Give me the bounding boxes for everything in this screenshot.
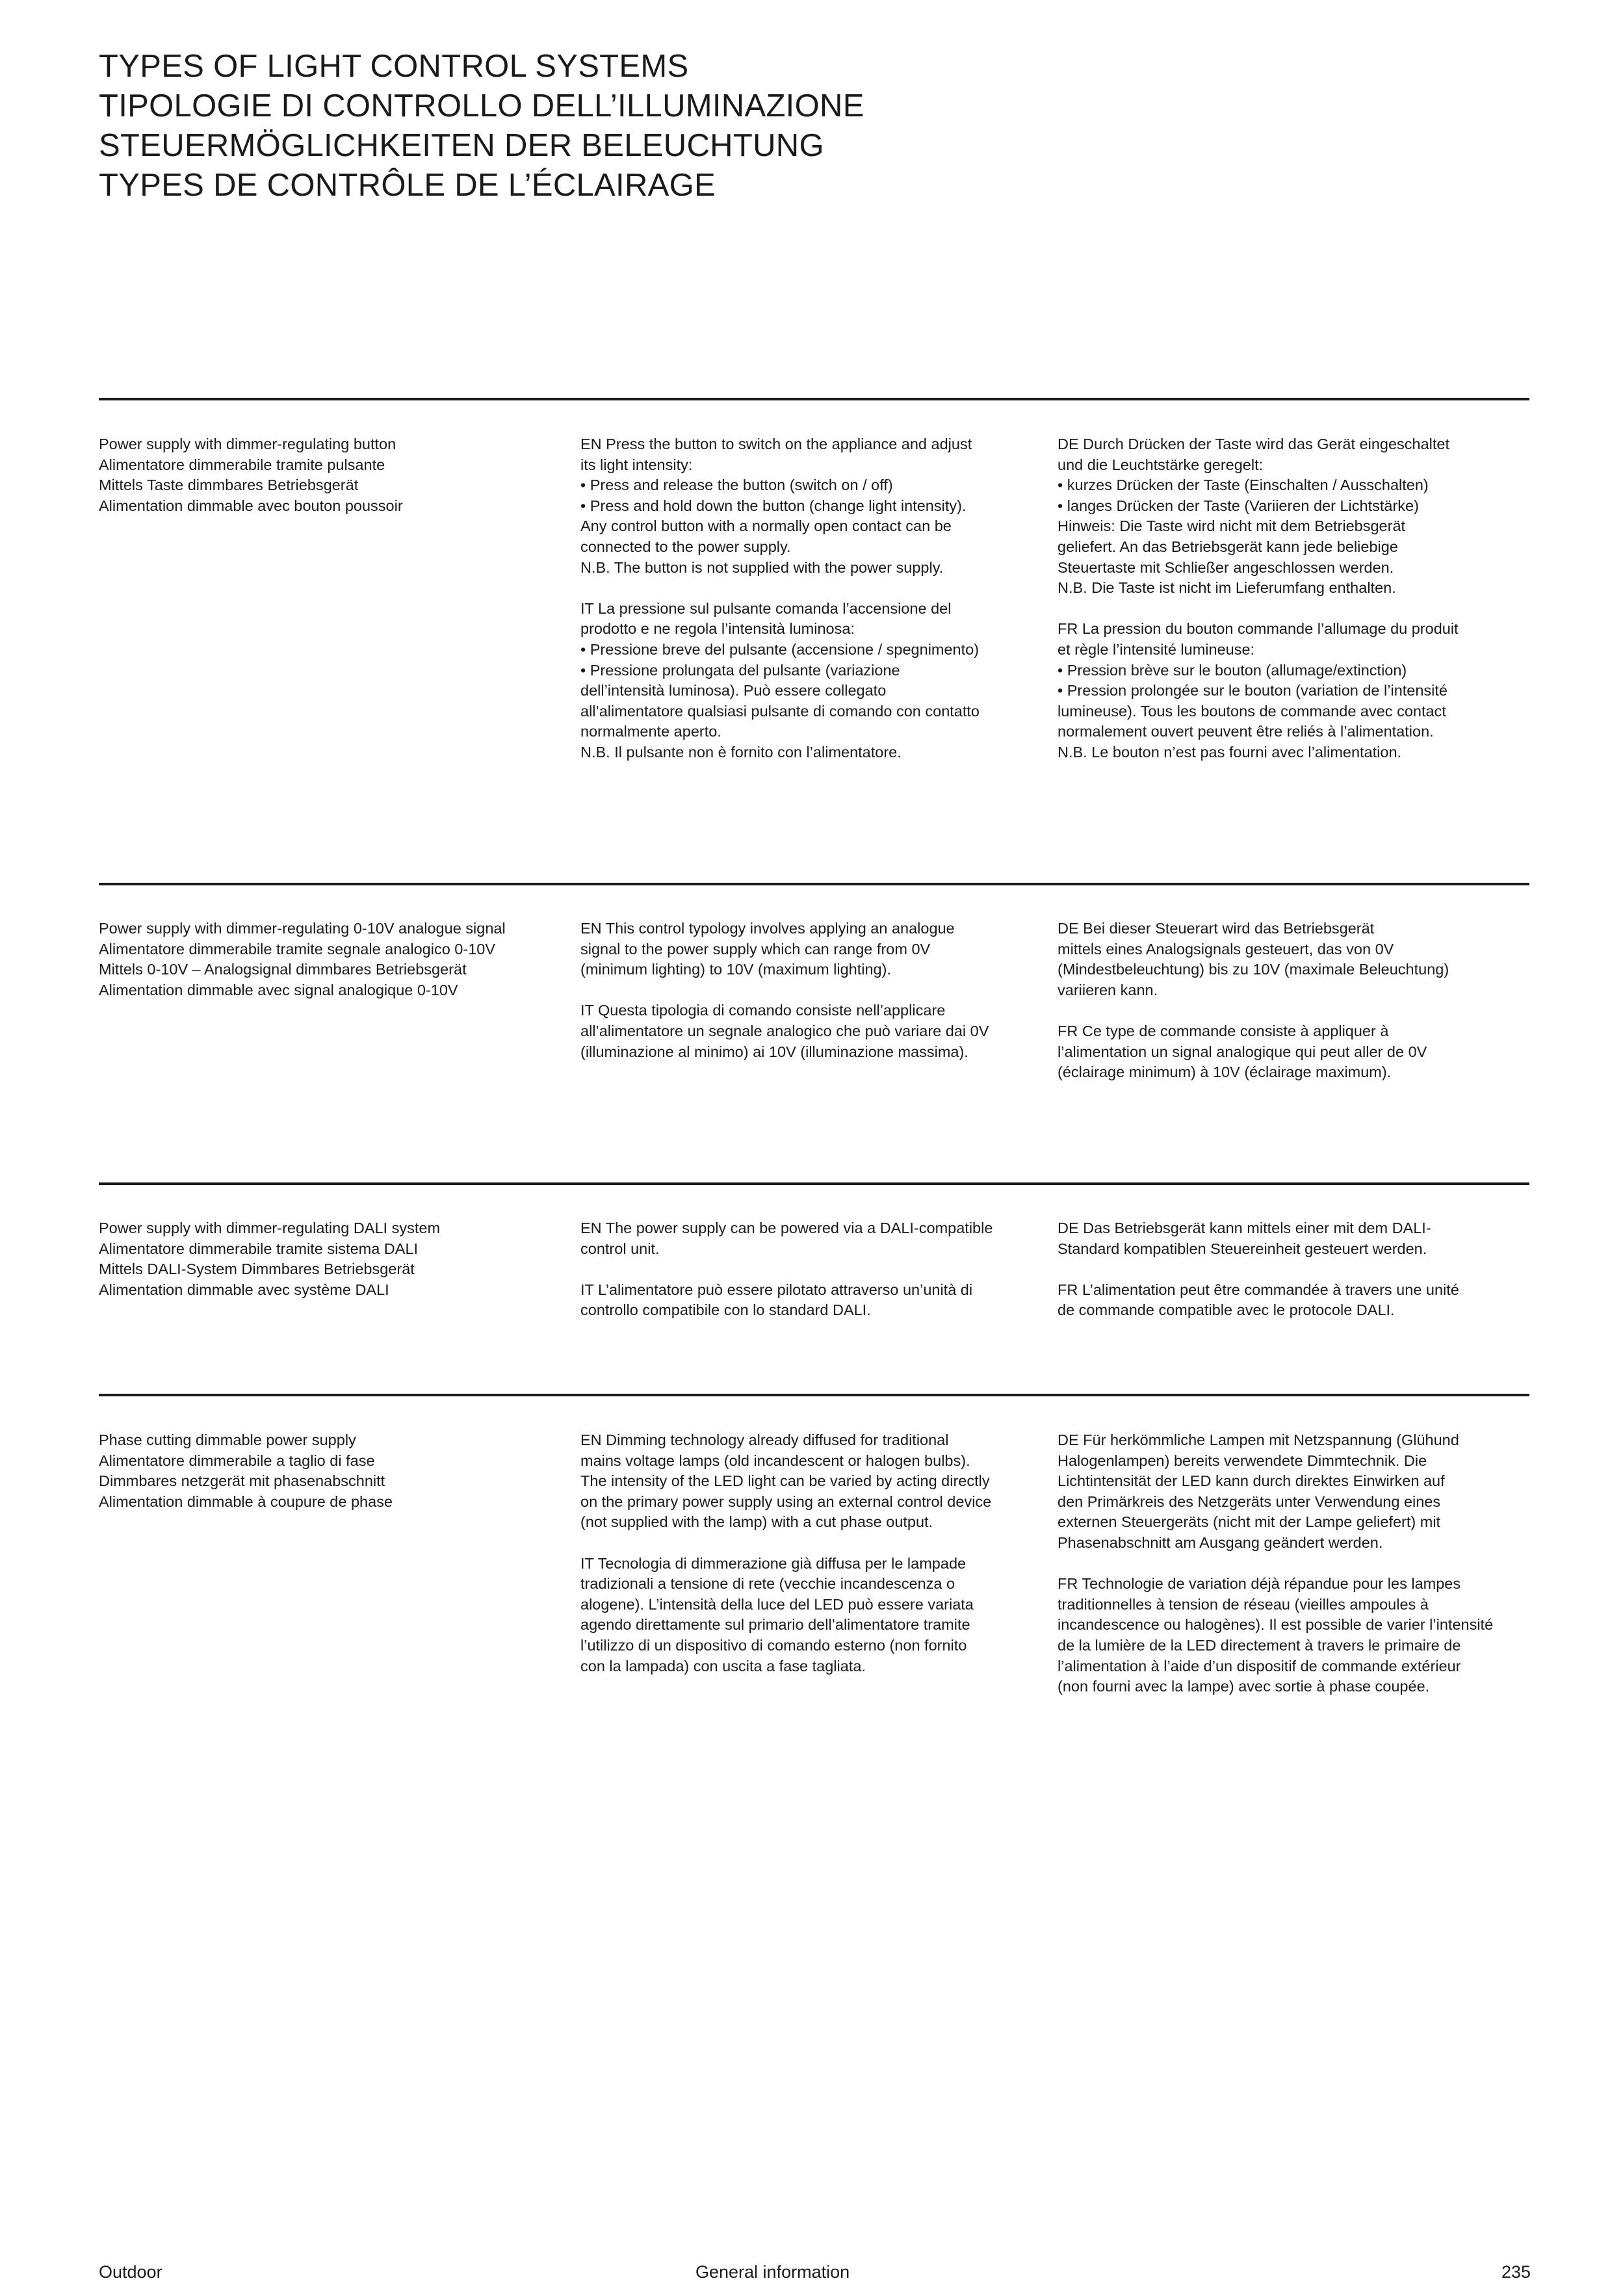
description-line: incandescence ou halogènes). Il est possible de varier l’intensité: [1058, 1616, 1494, 1634]
description-line: controllo compatibile con lo standard DALI.: [580, 1301, 871, 1319]
section-title-line: Power supply with dimmer-regulating 0-10V analogue signal: [99, 920, 506, 937]
description-line: N.B. The button is not supplied with the power supply.: [580, 558, 944, 576]
section-title-list: [99, 1430, 554, 1512]
description-line: all’alimentatore un segnale analogico che può variare dai 0V: [580, 1022, 989, 1039]
description-line: mains voltage lamps (old incandescent or halogen bulbs).: [580, 1452, 970, 1469]
description-paragraph: [580, 1218, 1035, 1259]
description-en-it: [580, 434, 1035, 763]
section-title-line: Alimentation dimmable avec signal analogique 0-10V: [99, 981, 458, 998]
section-title-line: Power supply with dimmer-regulating button: [99, 436, 396, 452]
description-paragraph: [1058, 434, 1526, 599]
description-line: N.B. Die Taste ist nicht im Lieferumfang enthalten.: [1058, 579, 1396, 597]
description-paragraph: [1058, 1574, 1526, 1697]
description-line: on the primary power supply using an external control device: [580, 1493, 992, 1510]
title-line-it: TIPOLOGIE DI CONTROLLO DELL’ILLUMINAZIONE: [99, 88, 864, 124]
description-line: DE Bei dieser Steuerart wird das Betriebsgerät: [1058, 920, 1375, 937]
description-line: EN Dimming technology already diffused for traditional: [580, 1431, 949, 1448]
description-line: • Pression prolongée sur le bouton (variation de l’intensité: [1058, 682, 1448, 699]
section-title-line: Alimentatore dimmerabile tramite segnale analogico 0-10V: [99, 940, 496, 958]
description-line: FR Ce type de commande consiste à appliquer à: [1058, 1022, 1389, 1039]
section-divider: [99, 1182, 1529, 1185]
description-line: con la lampada) con uscita a fase tagliata.: [580, 1657, 866, 1675]
description-line: Phasenabschnitt am Ausgang geändert werden.: [1058, 1533, 1383, 1551]
description-line: IT La pressione sul pulsante comanda l’accensione del: [580, 599, 952, 617]
description-paragraph: [1058, 1430, 1526, 1554]
description-line: EN The power supply can be powered via a DALI-compatible: [580, 1220, 993, 1236]
description-line: variieren kann.: [1058, 981, 1158, 998]
section-title-line: Alimentation dimmable avec système DALI: [99, 1281, 389, 1298]
description-line: its light intensity:: [580, 456, 693, 473]
description-line: normalement ouvert peuvent être reliés à l’alimentation.: [1058, 723, 1434, 740]
description-line: l’alimentation un signal analogique qui peut aller de 0V: [1058, 1043, 1427, 1060]
title-line-en: TYPES OF LIGHT CONTROL SYSTEMS: [99, 49, 689, 84]
section-title-list: [99, 1218, 554, 1300]
description-line: all’alimentatore qualsiasi pulsante di comando con contatto: [580, 702, 980, 720]
description-paragraph: [580, 599, 1035, 763]
description-line: N.B. Le bouton n’est pas fourni avec l’alimentation.: [1058, 743, 1402, 761]
description-line: lumineuse). Tous les boutons de commande avec contact: [1058, 702, 1446, 720]
description-paragraph: [580, 1430, 1035, 1533]
description-line: alogene). L’intensità della luce del LED può essere variata: [580, 1595, 974, 1613]
description-en-it: [580, 1218, 1035, 1321]
title-line-fr: TYPES DE CONTRÔLE DE L’ÉCLAIRAGE: [99, 168, 716, 203]
section-title-line: Phase cutting dimmable power supply: [99, 1431, 356, 1448]
description-paragraph: [1058, 1021, 1526, 1083]
description-line: geliefert. An das Betriebsgerät kann jede beliebige: [1058, 538, 1398, 555]
description-en-it: [580, 1430, 1035, 1676]
description-paragraph: [580, 1554, 1035, 1677]
description-line: l’utilizzo di un dispositivo di comando esterno (non fornito: [580, 1636, 967, 1654]
footer-section: General information: [695, 2262, 850, 2282]
description-line: und die Leuchtstärke geregelt:: [1058, 456, 1264, 473]
section-divider: [99, 883, 1529, 885]
section-divider: [99, 398, 1529, 400]
description-line: DE Das Betriebsgerät kann mittels einer mit dem DALI-: [1058, 1220, 1431, 1236]
description-line: EN This control typology involves applying an analogue: [580, 920, 955, 937]
description-line: FR Technologie de variation déjà répandue pour les lampes: [1058, 1575, 1461, 1593]
description-line: N.B. Il pulsante non è fornito con l’alimentatore.: [580, 743, 902, 761]
description-line: Any control button with a normally open contact can be: [580, 517, 952, 535]
description-line: agendo direttamente sul primario dell’alimentatore tramite: [580, 1616, 970, 1634]
description-paragraph: [580, 919, 1035, 980]
section-title-line: Alimentatore dimmerabile a taglio di fase: [99, 1452, 375, 1469]
description-line: IT Questa tipologia di comando consiste nell’applicare: [580, 1002, 946, 1019]
description-line: • Pressione breve del pulsante (accensione / spegnimento): [580, 640, 980, 658]
description-line: IT L’alimentatore può essere pilotato attraverso un’unità di: [580, 1281, 973, 1298]
description-paragraph: [1058, 619, 1526, 763]
description-line: DE Durch Drücken der Taste wird das Gerät eingeschaltet: [1058, 436, 1450, 452]
description-paragraph: [580, 434, 1035, 578]
page-title: [99, 47, 864, 205]
description-line: den Primärkreis des Netzgeräts unter Verwendung eines: [1058, 1493, 1441, 1510]
description-line: The intensity of the LED light can be varied by acting directly: [580, 1472, 990, 1490]
description-paragraph: [580, 1280, 1035, 1321]
section-title-line: Dimmbares netzgerät mit phasenabschnitt: [99, 1472, 385, 1490]
description-de-fr: [1058, 1218, 1526, 1321]
description-paragraph: [1058, 1218, 1526, 1259]
section-title-line: Mittels 0-10V – Analogsignal dimmbares Betriebsgerät: [99, 961, 467, 978]
description-de-fr: [1058, 434, 1526, 763]
description-line: FR La pression du bouton commande l’allumage du produit: [1058, 620, 1459, 638]
description-line: et règle l’intensité lumineuse:: [1058, 640, 1255, 658]
description-line: (illuminazione al minimo) ai 10V (illuminazione massima).: [580, 1043, 968, 1060]
description-line: dell’intensità luminosa). Può essere collegato: [580, 682, 887, 699]
description-line: • Press and release the button (switch on / off): [580, 476, 893, 494]
description-line: • Press and hold down the button (change light intensity).: [580, 497, 967, 514]
section-divider: [99, 1394, 1529, 1396]
description-line: (non fourni avec la lampe) avec sortie à phase coupée.: [1058, 1678, 1430, 1695]
description-line: (minimum lighting) to 10V (maximum lighting).: [580, 961, 891, 978]
description-line: (Mindestbeleuchtung) bis zu 10V (maximale Beleuchtung): [1058, 961, 1449, 978]
title-line-de: STEUERMÖGLICHKEITEN DER BELEUCHTUNG: [99, 128, 824, 163]
footer-category: Outdoor: [99, 2262, 162, 2282]
description-line: traditionnelles à tension de réseau (vieilles ampoules à: [1058, 1595, 1429, 1613]
description-line: signal to the power supply which can range from 0V: [580, 940, 931, 958]
section-title-line: Alimentation dimmable avec bouton poussoir: [99, 497, 403, 514]
section-title-line: Power supply with dimmer-regulating DALI system: [99, 1220, 441, 1236]
description-line: control unit.: [580, 1240, 660, 1257]
page-number: 235: [1501, 2262, 1531, 2282]
description-line: Standard kompatiblen Steuereinheit gesteuert werden.: [1058, 1240, 1427, 1257]
section-title-line: Mittels DALI-System Dimmbares Betriebsgerät: [99, 1260, 415, 1278]
description-line: mittels eines Analogsignals gesteuert, das von 0V: [1058, 940, 1394, 958]
description-en-it: [580, 919, 1035, 1062]
description-line: DE Für herkömmliche Lampen mit Netzspannung (Glühund: [1058, 1431, 1459, 1448]
description-line: normalmente aperto.: [580, 723, 721, 740]
description-line: (not supplied with the lamp) with a cut phase output.: [580, 1513, 933, 1531]
description-line: • Pressione prolungata del pulsante (variazione: [580, 661, 900, 679]
description-line: tradizionali a tensione di rete (vecchie incandescenza o: [580, 1575, 955, 1593]
description-line: FR L’alimentation peut être commandée à travers une unité: [1058, 1281, 1459, 1298]
description-paragraph: [1058, 919, 1526, 1000]
section-title-line: Mittels Taste dimmbares Betriebsgerät: [99, 476, 359, 494]
description-line: Hinweis: Die Taste wird nicht mit dem Betriebsgerät: [1058, 517, 1406, 535]
description-line: IT Tecnologia di dimmerazione già diffusa per le lampade: [580, 1554, 967, 1572]
description-line: l’alimentation à l’aide d’un dispositif de commande extérieur: [1058, 1657, 1461, 1675]
section-title-line: Alimentatore dimmerabile tramite sistema DALI: [99, 1240, 419, 1257]
description-line: EN Press the button to switch on the appliance and adjust: [580, 436, 972, 452]
description-line: Lichtintensität der LED kann durch direktes Einwirken auf: [1058, 1472, 1445, 1490]
description-line: Steuertaste mit Schließer angeschlossen werden.: [1058, 558, 1394, 576]
description-paragraph: [580, 1000, 1035, 1062]
description-line: • Pression brève sur le bouton (allumage/extinction): [1058, 661, 1407, 679]
description-line: • langes Drücken der Taste (Variieren der Lichtstärke): [1058, 497, 1419, 514]
description-paragraph: [1058, 1280, 1526, 1321]
description-de-fr: [1058, 1430, 1526, 1697]
description-line: de la lumière de la LED directement à travers le primaire de: [1058, 1636, 1461, 1654]
description-line: externen Steuergeräts (nicht mit der Lampe geliefert) mit: [1058, 1513, 1441, 1531]
section-title-line: Alimentation dimmable à coupure de phase: [99, 1493, 393, 1510]
description-line: prodotto e ne regola l’intensità luminosa:: [580, 620, 855, 638]
description-de-fr: [1058, 919, 1526, 1083]
description-line: de commande compatible avec le protocole DALI.: [1058, 1301, 1395, 1319]
description-line: connected to the power supply.: [580, 538, 791, 555]
section-title-list: [99, 919, 554, 1000]
description-line: Halogenlampen) bereits verwendete Dimmtechnik. Die: [1058, 1452, 1427, 1469]
description-line: • kurzes Drücken der Taste (Einschalten / Ausschalten): [1058, 476, 1429, 494]
section-title-line: Alimentatore dimmerabile tramite pulsante: [99, 456, 385, 473]
section-title-list: [99, 434, 554, 516]
description-line: (éclairage minimum) à 10V (éclairage maximum).: [1058, 1063, 1392, 1081]
